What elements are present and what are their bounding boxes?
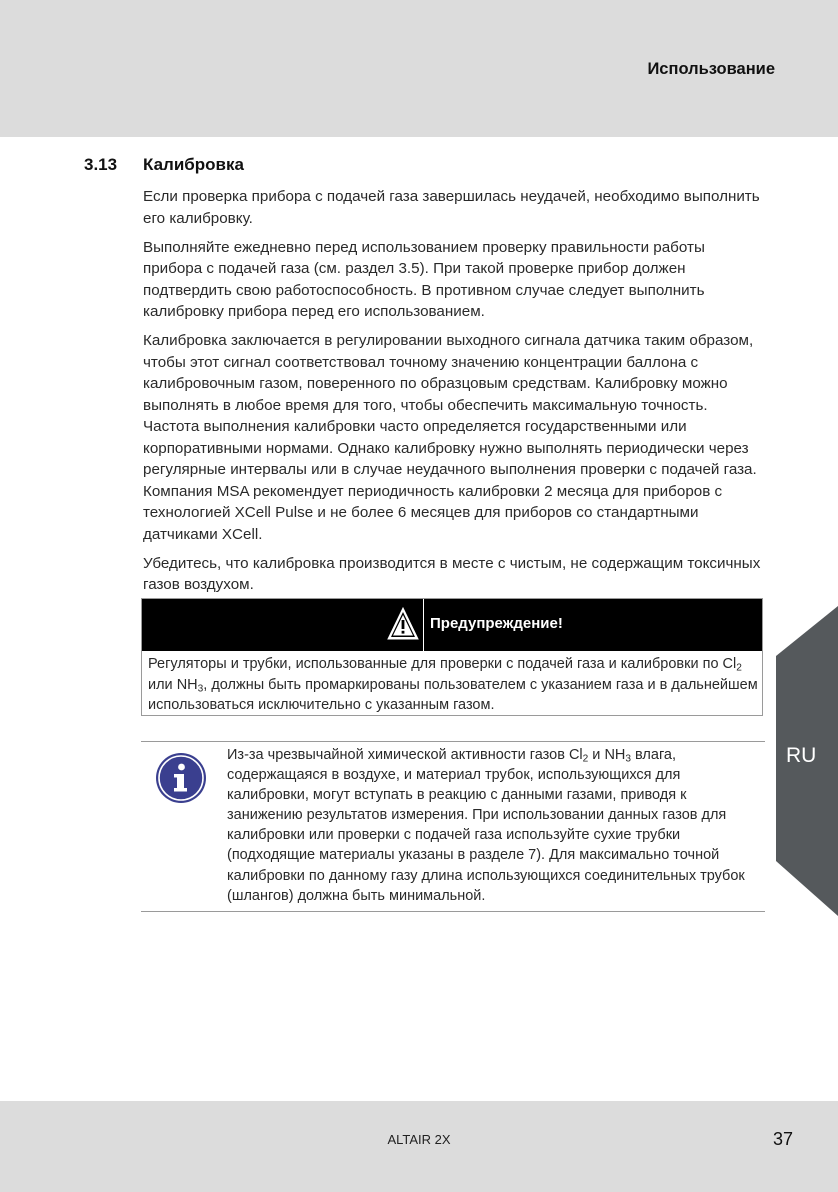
- warning-triangle-icon: [382, 599, 424, 651]
- note-text: Из-за чрезвычайной химической активности газов $Cl_2$ и $NH_3$ влага, содержащаяся в воздухе, и материал трубок, использующихся для калибровки, могут вступать в реакцию с данными газами, приводя к занижению результатов измерения. При использовании данных газов для калибровки или проверки с подачей газа используйте сухие трубки (подходящие материалы указаны в разделе 7). Для максимально точной калибровки по данному газу длина использующихся соединительных трубок (шлангов) должна быть минимальной.: [227, 747, 745, 904]
- page-footer: [0, 1101, 838, 1192]
- page-header: [0, 0, 838, 137]
- paragraph: Калибровка заключается в регулировании выходного сигнала датчика таким образом, чтобы этот сигнал соответствовал точному значению концентрации баллона с калибровочным газом, поверенного по образцовым средствам. Калибровку можно выполнять в любое время для того, чтобы обеспечить максимальную точность. Частота выполнения калибровки часто определяется государственными или корпоративными нормами. Однако калибровку нужно выполнять периодически через регулярные интервалы или в случае неудачного выполнения проверки с подачей газа. Компания MSA рекомендует периодичность калибровки 2 месяца для приборов с технологией XCell Pulse и не более 6 месяцев для приборов со стандартными датчиками XCell.: [143, 332, 757, 543]
- info-icon: [155, 752, 207, 804]
- page-number: 37: [772, 1129, 793, 1149]
- info-note: [141, 741, 765, 912]
- warning-header: [142, 599, 762, 651]
- paragraph: Если проверка прибора с подачей газа завершилась неудачей, необходимо выполнить его калибровку.: [143, 188, 760, 227]
- warning-title: Предупреждение!: [430, 615, 563, 632]
- section-number: 3.13: [84, 155, 118, 174]
- header-title: Использование: [647, 60, 775, 78]
- footer-product: ALTAIR 2X: [387, 1132, 451, 1147]
- language-label: RU: [786, 744, 817, 767]
- warning-box: [141, 598, 763, 716]
- warning-text: Регуляторы и трубки, использованные для проверки с подачей газа и калибровки по $Cl_2$ или $NH_3$, должны быть промаркированы пользователем с указанием газа и в дальнейшем использоваться исключительно с указанным газом.: [148, 656, 758, 713]
- paragraph: Выполняйте ежедневно перед использованием проверку правильности работы прибора с подачей газа (см. раздел 3.5). При такой проверке прибор должен подтвердить свою работоспособность. В противном случае следует выполнить калибровку прибора перед его использованием.: [143, 238, 705, 320]
- section-title: Калибровка: [143, 155, 244, 174]
- body-text: [143, 186, 767, 603]
- section-heading: [84, 155, 244, 175]
- paragraph: Убедитесь, что калибровка производится в месте с чистым, не содержащим токсичных газов воздухом.: [143, 554, 761, 593]
